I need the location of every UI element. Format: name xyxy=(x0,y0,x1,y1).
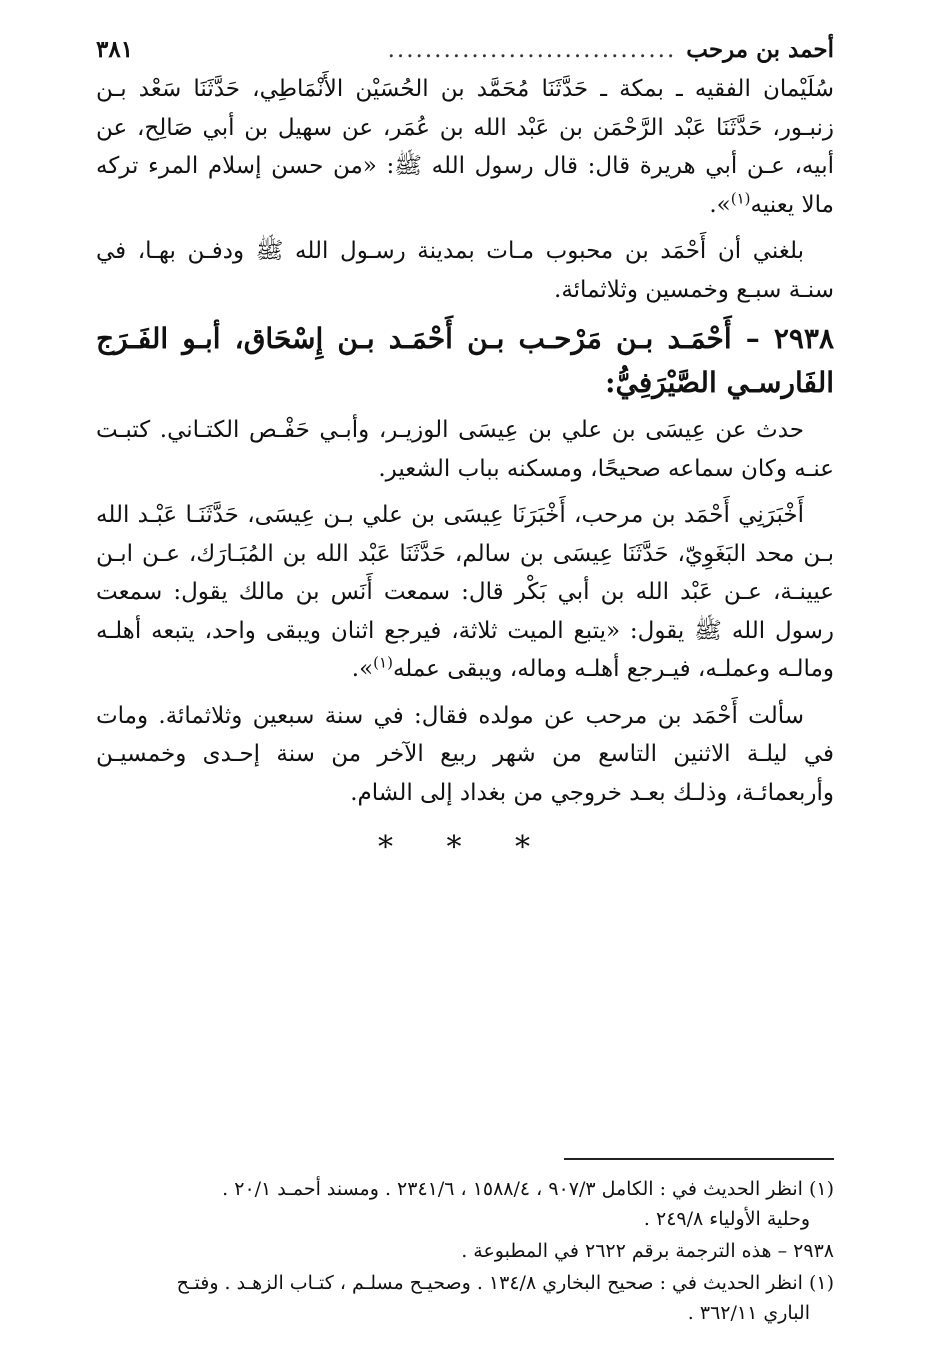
footnote-ref-1: (١) xyxy=(730,188,751,207)
footnote-1 xyxy=(96,1174,834,1234)
footnote-1-line-1: (١) انظر الحديث في : الكامل ٩٠٧/٣ ، ١٥٨٨/٤ ، ٢٣٤١/٦ . ومسند أحمـد ٢٠/١ . xyxy=(222,1178,834,1200)
book-page xyxy=(96,30,834,1344)
footnotes-section xyxy=(96,1158,834,1330)
paragraph-hadith-1-end: ». xyxy=(709,191,731,218)
paragraph-birth-death: سألت أَحْمَد بن مرحب عن مولده فقال: في سنة سبعين وثلاثمائة. ومات في ليلـة الاثنين التاسع من شهر ربيع الآخر من سنة إحـدى وخمسيـن وأربعمائـة، وذلـك بعـد خروجي من بغداد إلى الشام. xyxy=(96,702,834,806)
entry-heading: ٢٩٣٨ – أَحْمَـد بـن مَرْحـب بـن أَحْمَـد بـن إِسْحَاق، أبـو الفَـرَج الفَارسـي الصَّيْرَفِيُّ: xyxy=(96,322,834,399)
footnote-3-line-1: (١) انظر الحديث في : صحيح البخاري ١٣٤/٨ . وصحيـح مسلـم ، كتـاب الزهـد . وفتـح xyxy=(176,1272,834,1294)
paragraph-hadith-1 xyxy=(96,70,834,224)
paragraph-hadith-2-end: ». xyxy=(351,656,374,682)
leader-dots: ............................... xyxy=(387,37,677,63)
running-header xyxy=(96,30,834,70)
footnote-3 xyxy=(96,1268,834,1328)
section-separator-stars: * * * xyxy=(377,830,553,865)
page-number: ٣٨١ xyxy=(96,36,134,63)
paragraph-entry-intro: حدث عن عِيسَى بن علي بن عِيسَى الوزيـر، وأبـي حَفْـص الكتـاني. كتبـت عنـه وكان سماعه صحيحًا، ومسكنه بباب الشعير. xyxy=(96,417,834,482)
paragraph-hadith-1-text: سُلَيْمان الفقيه ـ بمكة ـ حَدَّثَنَا مُحَمَّد بن الحُسَيْن الأَنْمَاطِي، حَدَّثَنَا سَعْد بـن زنبـور، حَدَّثَنَا عَبْد الرَّحْمَن بن عَبْد الله بن عُمَر، عن سهيل بن أبي صَالِح، عن أبيه، عـن أبي هريرة قال: قال رسول الله ﷺ: «من حسن إسلام المرء تركه مالا يعنيه xyxy=(96,76,834,218)
footnote-2: ٢٩٣٨ – هذه الترجمة برقم ٢٦٢٢ في المطبوعة . xyxy=(461,1240,834,1262)
footnote-1-line-2: وحلية الأولياء ٢٤٩/٨ . xyxy=(643,1208,810,1230)
running-title: أحمد بن مرحب xyxy=(686,36,834,63)
footnote-3-line-2: الباري ٣٦٢/١١ . xyxy=(687,1302,810,1324)
paragraph-death-note: بلغني أن أَحْمَد بن محبوب مـات بمدينة رسـول الله ﷺ ودفـن بهـا، في سنـة سبـع وخمسين وثلاثمائة. xyxy=(96,238,834,303)
paragraph-hadith-2-text: أَخْبَرَنِي أَحْمَد بن مرحب، أَخْبَرَنَا عِيسَى بن علي بـن عِيسَى، حَدَّثَنَـا عَبْـد الله بـن محد البَغَوِيّ، حَدَّثَنَا عِيسَى بن سالم، حَدَّثَنَا عَبْد الله بن المُبَـارَك، عـن ابـن عيينـة، عـن عَبْد الله بن أبي بَكْر قال: سمعت أَنَس بن مالك يقول: سمعت رسول الله ﷺ يقول: «يتبع الميت ثلاثة، فيرجع اثنان ويبقى واحد، يتبعه أهلـه ومالـه وعملـه، فيـرجع أهلـه وماله، ويبقى عمله xyxy=(96,502,834,682)
footnote-rule xyxy=(564,1158,834,1160)
paragraph-hadith-2 xyxy=(96,496,834,689)
footnote-ref-2: (١) xyxy=(373,653,393,672)
